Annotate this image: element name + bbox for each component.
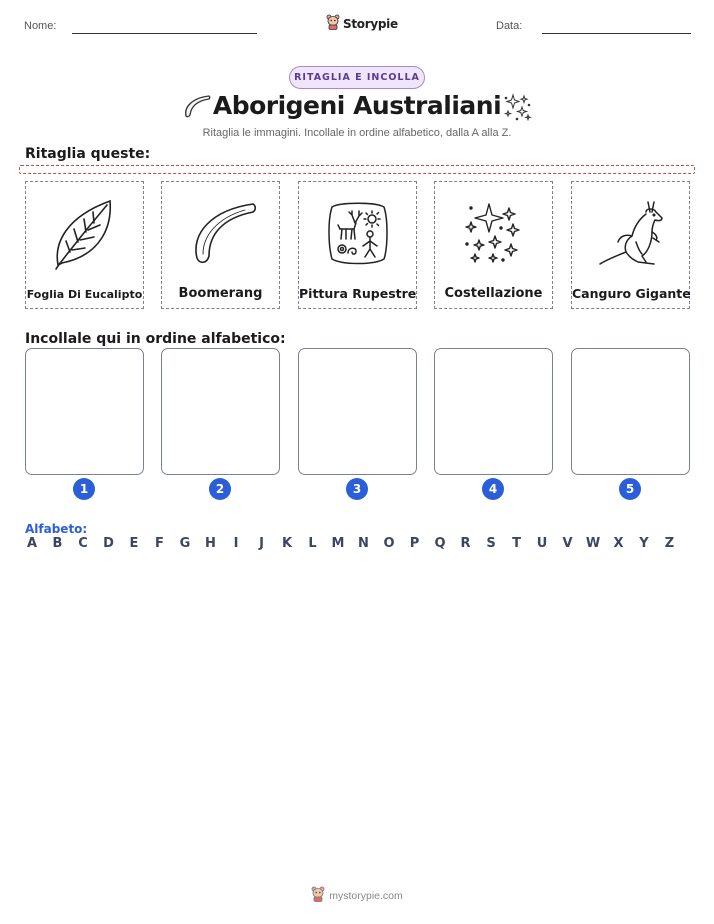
name-label: Nome: <box>24 20 57 32</box>
cut-card-constellation[interactable] <box>434 181 553 309</box>
alphabet-letter: N <box>358 536 369 551</box>
alphabet-letter: K <box>281 536 293 551</box>
instructions: Ritaglia le immagini. Incollale in ordine alfabetico, dalla A alla Z. <box>202 127 512 139</box>
alphabet-letter: C <box>78 536 88 551</box>
alphabet-letter: Q <box>434 536 446 551</box>
cut-section-title: Ritaglia queste: <box>25 146 151 162</box>
slot-number-badge: 5 <box>619 478 641 500</box>
alphabet-letter: U <box>536 536 548 551</box>
rock-painting-icon <box>326 199 390 271</box>
card-label: Costellazione <box>444 286 543 301</box>
kangaroo-icon <box>596 196 666 274</box>
storypie-mascot-icon <box>311 886 325 906</box>
card-label: Foglia Di Eucalipto <box>26 288 143 301</box>
alphabet-letter: X <box>613 536 624 551</box>
paste-slot[interactable] <box>571 348 690 475</box>
alphabet-letter: V <box>562 536 573 551</box>
alphabet-letter: O <box>383 536 395 551</box>
slot-number-badge: 4 <box>482 478 504 500</box>
date-label: Data: <box>496 20 523 32</box>
paste-section-title: Incollale qui in ordine alfabetico: <box>25 331 286 347</box>
alphabet-letter: I <box>233 536 239 551</box>
alphabet-letter: A <box>26 536 38 551</box>
footer <box>0 886 714 906</box>
name-line <box>72 33 257 34</box>
activity-badge: RITAGLIA E INCOLLA <box>289 66 425 89</box>
cut-card-rock-painting[interactable] <box>298 181 417 309</box>
card-label: Pittura Rupestre <box>299 286 417 301</box>
alphabet-letter: W <box>585 536 601 551</box>
paste-slot[interactable] <box>298 348 417 475</box>
alphabet-letter: E <box>129 536 139 551</box>
alphabet-letter: L <box>308 536 317 551</box>
eucalyptus-leaf-icon <box>50 195 120 275</box>
alphabet-letter: Z <box>664 536 675 551</box>
card-label: Canguro Gigante <box>572 286 691 301</box>
constellation-icon <box>461 200 527 270</box>
slot-number-badge: 3 <box>346 478 368 500</box>
alphabet-title: Alfabeto: <box>25 522 88 536</box>
alphabet-letter: D <box>103 536 114 551</box>
alphabet-row <box>25 536 688 554</box>
alphabet-letter: M <box>331 536 345 551</box>
alphabet-letter: P <box>409 536 420 551</box>
logo-text: Storypie <box>343 17 398 31</box>
alphabet-letter: Y <box>639 536 649 551</box>
alphabet-letter: R <box>460 536 471 551</box>
slot-number-badge: 1 <box>73 478 95 500</box>
cut-card-boomerang[interactable] <box>161 181 280 309</box>
date-line <box>542 33 691 34</box>
slot-number-badge: 2 <box>209 478 231 500</box>
cut-line <box>19 165 695 174</box>
worksheet-title: Aborigeni Australiani <box>212 91 502 120</box>
storypie-mascot-icon <box>326 14 340 34</box>
stars-icon <box>502 92 532 126</box>
storypie-logo <box>326 14 398 34</box>
alphabet-letter: F <box>155 536 164 551</box>
alphabet-letter: H <box>205 536 216 551</box>
paste-slot[interactable] <box>434 348 553 475</box>
alphabet-letter: G <box>179 536 191 551</box>
cut-card-eucalyptus-leaf[interactable] <box>25 181 144 309</box>
card-label: Boomerang <box>178 286 263 301</box>
alphabet-letter: B <box>52 536 63 551</box>
footer-url: mystorypie.com <box>329 890 403 902</box>
alphabet-letter: T <box>512 536 521 551</box>
paste-slot[interactable] <box>25 348 144 475</box>
alphabet-letter: S <box>486 536 496 551</box>
boomerang-icon <box>183 198 259 272</box>
cut-card-giant-kangaroo[interactable] <box>571 181 690 309</box>
paste-slot[interactable] <box>161 348 280 475</box>
alphabet-letter: J <box>259 536 264 551</box>
